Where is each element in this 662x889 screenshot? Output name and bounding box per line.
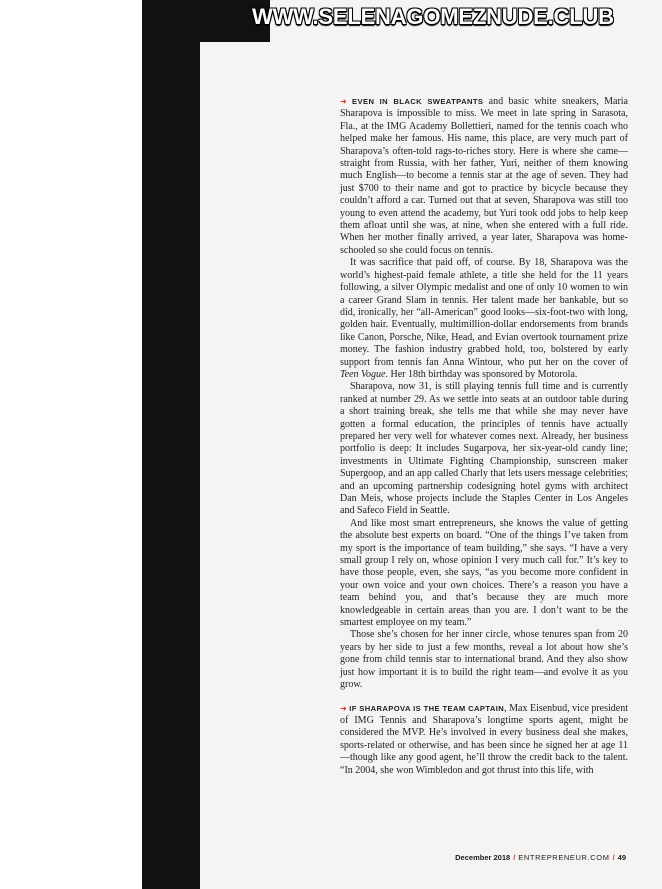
paragraph-2-text-a: It was sacrifice that paid off, of course. By 18, Sharapova was the world’s highest-paid female athlete, a title she held for the 11 years following, a silver Olympic medalist and one of only 10 women to win a career Grand Slam in tennis. Her talent made her bankable, but so did, ironically, her “all-American” good looks—six-foot-two with long, golden hair. Eventually, multimillion-dollar endorsements from brands like Canon, Porsche, Nike, Head, and Evian overtook tournament prize money. The fashion industry grabbed hold, too, bolstered by early support from tennis fan Anna Wintour, who put her on the cover of (340, 257, 628, 368)
paragraph-3: Sharapova, now 31, is still playing tennis full time and is currently ranked at number 29. As we settle into seats at an outdoor table during a short training break, she tells me that while she may never have gotten a formal education, the principles of tennis have actually prepared her very well for whatever comes next. Already, her business portfolio is deep: It includes Sugarpova, her six-year-old candy line; investments in Ultimate Fighting Championship, sunscreen maker Supergoop, and an app called Charly that lets users message celebrities; and an upcoming partnership codesigning hotel gyms with architect Dan Meis, whose projects include the Staples Center in Los Angeles and Safeco Field in Seattle. (340, 381, 628, 517)
paragraph-2 (340, 257, 628, 381)
watermark-text: WWW.SELENAGOMEZNUDE.CLUB (252, 4, 614, 29)
paragraph-4: And like most smart entrepreneurs, she knows the value of getting the absolute best experts on board. “One of the things I’ve taken from my sport is the importance of team building,” she says. “I have a very small group I rely on, whose opinion I very much call for.” It’s key to have those people, even, she says, “as you become more confident in your own voice and your own choices. There’s a reason you have a team behind you, and that’s because they are much more knowledgeable in certain areas than you are. I don’t want to be the smartest employee on my team.” (340, 517, 628, 629)
separator-slash: / (513, 853, 516, 862)
paragraph-2-text-b: . Her 18th birthday was sponsored by Motorola. (385, 368, 578, 380)
page-footer (455, 853, 626, 862)
article-body (340, 96, 628, 777)
kicker-1: EVEN IN BLACK SWEATPANTS (352, 97, 484, 106)
arrow-icon: ➜ (340, 97, 347, 106)
issue-date: December 2018 (455, 853, 511, 862)
paragraph-1-text: and basic white sneakers, Maria Sharapova is impossible to miss. We meet in late spring in Sarasota, Fla., at the IMG Academy Bollettieri, named for the tennis coach who helped make her famous. His name, this place, are very much part of Sharapova’s often-told rags-to-riches story. Here is where she came—straight from Russia, with her father, Yuri, neither of them knowing much English—to become a tennis star at the age of seven. They had just $700 to their name and got to practice by bicycle because they couldn’t afford a car. Turned out that at seven, Sharapova was still too young to even attend the academy, but Yuri took odd jobs to help keep them afloat until she was, at nine, when she entered with a full ride. When her mother finally arrived, a year later, Sharapova was home-schooled so she could focus on tennis. (340, 96, 629, 256)
paragraph-1 (340, 96, 628, 257)
dropcap-letter-e (0, 0, 270, 889)
kicker-2: IF SHARAPOVA IS THE TEAM CAPTAIN, (349, 703, 507, 713)
paragraph-6 (340, 703, 628, 777)
separator-slash: / (612, 853, 615, 862)
page-number: 49 (617, 853, 626, 862)
paragraph-5: Those she’s chosen for her inner circle, whose tenures span from 20 years by her side to just a few months, reveal a lot about how she’s gone from child tennis star to international brand. And they also show just how important it is to build the right team—and evolve it as you grow. (340, 629, 628, 691)
paragraph-6-text: Max Eisenbud, vice president of IMG Tennis and Sharapova’s longtime sports agent, might be considered the MVP. He’s involved in every business deal she makes, sports-related or otherwise, and has been since he signed her at age 11—though like any good agent, he’ll throw the credit back to the talent. “In 2004, she won Wimbledon and got thrust into this life, with (340, 702, 629, 776)
magazine-title-teen-vogue: Teen Vogue (340, 368, 386, 380)
website-name: ENTREPRENEUR.COM (518, 853, 610, 862)
arrow-icon: ➜ (340, 703, 347, 713)
